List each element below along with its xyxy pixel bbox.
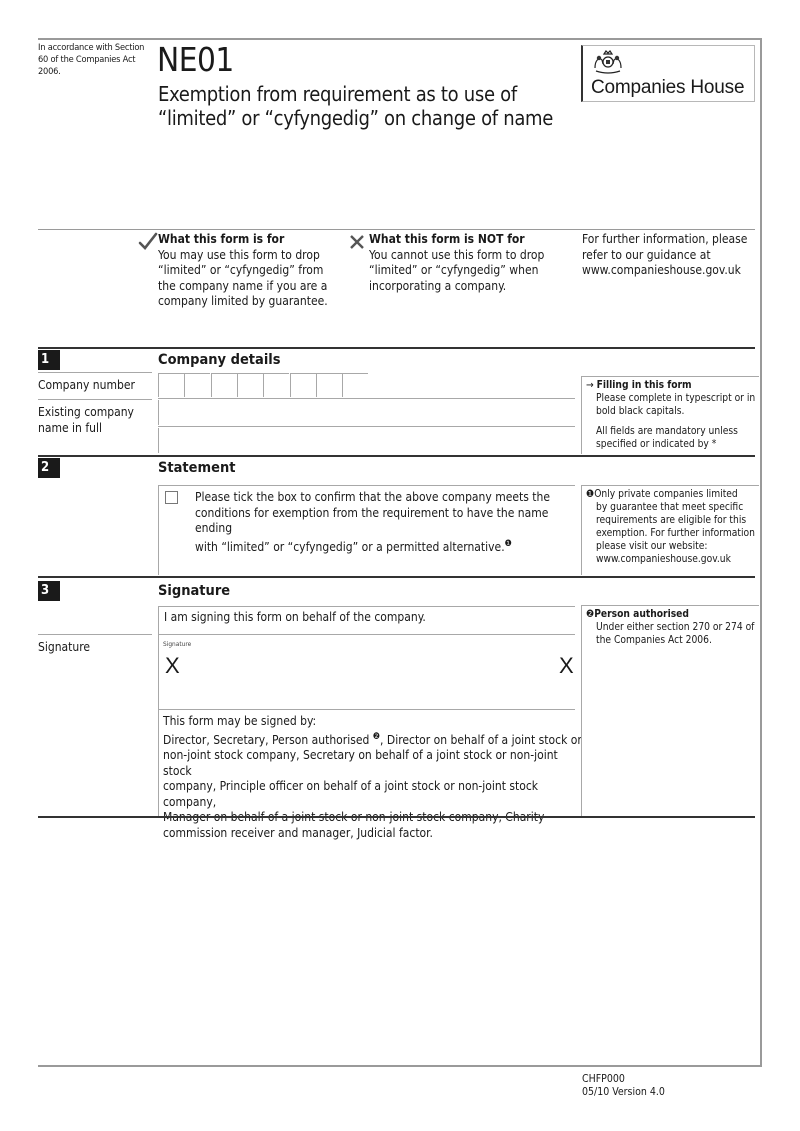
company-number-digit-box[interactable] [237, 373, 263, 397]
form-reference-code: CHFP000 [582, 1073, 625, 1085]
form-not-purpose-heading: What this form is NOT for [369, 232, 525, 246]
intro-divider [38, 229, 755, 230]
form-purpose [158, 232, 338, 310]
page-frame-right [760, 38, 762, 1066]
guidance-line: Please complete in typescript or in [596, 393, 756, 404]
statement-text [195, 490, 575, 555]
form-purpose-line: You may use this form to drop [158, 247, 320, 262]
company-name-line-1-input[interactable] [158, 400, 575, 425]
section-2-title: Statement [158, 460, 236, 476]
section-1-divider [38, 347, 755, 349]
signature-label: Signature [38, 640, 91, 654]
form-end-divider [38, 816, 755, 818]
guidance-line: requirements are eligible for this [596, 515, 747, 526]
form-code: NE01 [157, 40, 234, 79]
note-2-marker: ❷ [586, 609, 595, 620]
row-divider [158, 426, 575, 427]
company-number-digit-box[interactable] [211, 373, 237, 397]
page-frame-bottom [38, 1065, 762, 1067]
company-number-input[interactable] [158, 373, 378, 397]
statement-line: Please tick the box to confirm that the above company meets the [195, 490, 551, 504]
company-name-label-line: Existing company [38, 405, 134, 419]
signature-input[interactable] [160, 636, 575, 708]
statement-confirm-checkbox[interactable] [165, 491, 178, 504]
statement-line: conditions for exemption from the requirement to have the name ending [195, 505, 549, 535]
note-1-marker: ❶ [586, 489, 595, 500]
further-info-line: refer to our guidance at [582, 247, 711, 262]
filling-in-guidance [581, 376, 759, 454]
guidance-line: by guarantee that meet specific [596, 502, 744, 513]
form-not-purpose-line: “limited” or “cyfyngedig” when [369, 263, 539, 277]
signature-mark-right: X [559, 653, 574, 678]
signers-line: non-joint stock company, Secretary on behalf of a joint stock or non-joint stock [163, 748, 558, 778]
guidance-heading: Person authorised [594, 609, 689, 620]
further-info-line: For further information, please [582, 232, 748, 246]
form-purpose-heading: What this form is for [158, 232, 285, 246]
section-3-number: 3 [38, 581, 60, 601]
company-name-label-line: name in full [38, 420, 102, 435]
statement-box-top [158, 485, 575, 486]
logo-text: Companies House [591, 77, 745, 98]
guidance-line: specified or indicated by * [596, 439, 717, 450]
signature-box-caption: Signature [163, 640, 192, 648]
section-3-divider [38, 576, 755, 578]
footer [582, 1073, 665, 1098]
section-2-number: 2 [38, 458, 60, 478]
form-purpose-line: the company name if you are a [158, 278, 328, 293]
guidance-line: please visit our website: [596, 541, 708, 552]
cross-icon [349, 234, 365, 250]
note-1-marker: ❶ [504, 538, 512, 549]
form-title-line-1: Exemption from requirement as to use of [158, 82, 517, 106]
arrow-right-icon: → [586, 380, 594, 391]
form-purpose-line: “limited” or “cyfyngedig” from [158, 263, 324, 277]
statement-box-left [158, 485, 159, 575]
further-information [582, 232, 760, 279]
guidance-line: Under either section 270 or 274 of [596, 622, 755, 633]
eligibility-guidance [581, 485, 759, 575]
guidance-line: exemption. For further information [596, 528, 755, 539]
signers-line: Manager on behalf of a joint stock or non-joint stock company, Charity [163, 810, 545, 824]
row-divider [38, 634, 152, 635]
section-3-title: Signature [158, 583, 231, 599]
signature-mark-left: X [165, 653, 180, 678]
row-divider [158, 398, 575, 399]
declaration-box-top [158, 606, 575, 607]
row-divider [38, 372, 152, 373]
note-2-marker: ❷ [372, 731, 381, 742]
guidance-heading: Filling in this form [596, 380, 692, 391]
royal-crest-icon [591, 48, 625, 74]
legal-basis-note: In accordance with Section 60 of the Companies Act 2006. [38, 42, 145, 77]
signers-heading: This form may be signed by: [163, 714, 317, 728]
signers-line: commission receiver and manager, Judicial factor. [163, 825, 433, 840]
company-number-label: Company number [38, 378, 135, 392]
guidance-line: bold black capitals. [596, 406, 685, 417]
signers-line: Director, Secretary, Person authorised $^❷$, Director on behalf of a joint stock or [163, 731, 582, 747]
signature-box-left [158, 606, 159, 816]
form-title [158, 82, 578, 130]
section-2-divider [38, 455, 755, 457]
form-not-purpose-line: You cannot use this form to drop [369, 247, 545, 262]
company-number-digit-box[interactable] [316, 373, 342, 397]
company-number-digit-box[interactable] [290, 373, 316, 397]
section-1-number: 1 [38, 350, 60, 370]
form-not-purpose-line: incorporating a company. [369, 278, 507, 293]
company-name-label [38, 405, 134, 436]
checkmark-icon [138, 232, 158, 252]
guidance-line: Only private companies limited [594, 489, 738, 500]
form-purpose-line: company limited by guarantee. [158, 294, 328, 308]
guidance-line: the Companies Act 2006. [596, 635, 712, 646]
company-number-digit-box[interactable] [342, 373, 368, 397]
signing-declaration: I am signing this form on behalf of the company. [164, 610, 426, 624]
eligible-signers [163, 714, 583, 841]
signers-box-top [158, 709, 575, 710]
form-version: 05/10 Version 4.0 [582, 1085, 665, 1098]
company-number-digit-box[interactable] [184, 373, 210, 397]
companies-house-logo [581, 45, 755, 102]
form-not-purpose [369, 232, 569, 294]
signature-box-top [158, 634, 575, 635]
section-1-title: Company details [158, 352, 281, 368]
form-title-line-2: “limited” or “cyfyngedig” on change of name [158, 106, 554, 130]
company-number-digit-box[interactable] [263, 373, 289, 397]
further-info-link[interactable]: www.companieshouse.gov.uk [582, 263, 741, 277]
company-number-digit-box[interactable] [158, 373, 184, 397]
person-authorised-guidance [581, 605, 759, 817]
company-name-line-2-input[interactable] [158, 428, 575, 453]
row-divider [38, 399, 152, 400]
signers-line: company, Principle officer on behalf of a joint stock or non-joint stock company, [163, 779, 539, 809]
page-frame-top [38, 38, 762, 40]
guidance-link[interactable]: www.companieshouse.gov.uk [596, 554, 731, 565]
guidance-line: All fields are mandatory unless [596, 426, 738, 437]
statement-line: with “limited” or “cyfyngedig” or a permitted alternative.$^❶$ [195, 538, 512, 554]
